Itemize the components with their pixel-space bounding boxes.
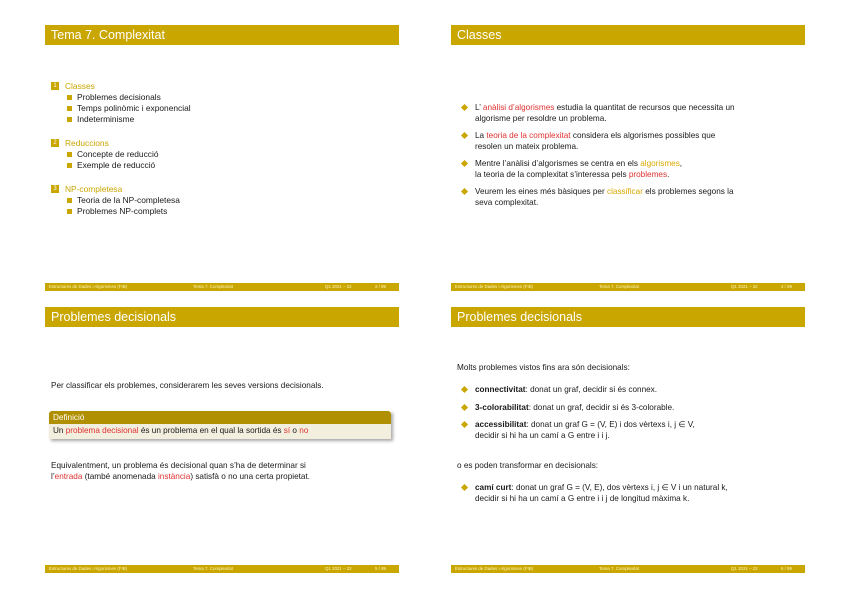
slide-decisional-definition [45, 307, 399, 576]
slide-footer [451, 283, 805, 291]
square-bullet-icon [67, 152, 72, 157]
subsection-label: Problemes decisionals [77, 92, 161, 102]
list-item: camí curt: donat un graf G = (V, E), dos vèrtexs i, j ∈ V i un natural k, decidir si hi ha un camí a G entre i i j de longitud màxima k. [457, 483, 728, 504]
intro-text: Molts problemes vistos fins ara són decisionals: [457, 363, 630, 372]
footer-term: Q1 2021 – 22 [325, 566, 352, 571]
slide-toc [45, 25, 399, 294]
slide-footer [45, 565, 399, 573]
footer-term: Q1 2021 – 22 [731, 284, 758, 289]
slide-decisional-examples [451, 307, 805, 576]
diamond-bullet-icon [461, 403, 468, 410]
diamond-bullet-icon [461, 104, 468, 111]
definition-header: Definició [49, 411, 391, 424]
footer-course: Estructures de Dades i Algorismes (FIB) [49, 566, 128, 571]
footer-topic: Tema 7. Complexitat [193, 284, 234, 289]
square-bullet-icon [67, 106, 72, 111]
slide-footer [45, 283, 399, 291]
equivalence-text: Equivalentment, un problema és decisional quan s’ha de determinar si l’entrada (també anomenada instància) satisfà o no una certa propietat. [51, 461, 311, 481]
bullet-list [457, 483, 728, 511]
slide-title: Classes [451, 25, 805, 45]
list-item: connectivitat: donat un graf, decidir si és connex. [457, 385, 695, 396]
diamond-bullet-icon [461, 160, 468, 167]
highlight-term: anàlisi d’algorismes [482, 103, 555, 112]
section-title: Classes [65, 81, 95, 91]
section-number: 3 [51, 185, 59, 193]
definition-body: Un problema decisional és un problema en el qual la sortida és sí o no [49, 424, 391, 439]
square-bullet-icon [67, 209, 72, 214]
subsection-label: Temps polinòmic i exponencial [77, 103, 191, 113]
subsection-label: Concepte de reducció [77, 149, 159, 159]
slide-title: Problemes decisionals [45, 307, 399, 327]
footer-page: 6 / 89 [781, 566, 792, 571]
list-item: L’ anàlisi d’algorismes estudia la quantitat de recursos que necessita un algorisme per resoldre un problema. [457, 103, 735, 124]
list-item: Mentre l’anàlisi d’algorismes se centra en els algorismes, la teoria de la complexitat s’interessa pels problemes. [457, 159, 735, 180]
diamond-bullet-icon [461, 132, 468, 139]
square-bullet-icon [67, 117, 72, 122]
footer-term: Q1 2021 – 22 [731, 566, 758, 571]
subsection-label: Teoria de la NP-completesa [77, 195, 180, 205]
section-number: 2 [51, 139, 59, 147]
highlight-term: problemes [628, 169, 668, 179]
footer-page: 2 / 89 [375, 284, 386, 289]
list-item: La teoria de la complexitat considera els algorismes possibles que resolen un mateix problema. [457, 131, 735, 152]
slide-classes [451, 25, 805, 294]
list-item: Veurem les eines més bàsiques per classificar els problemes segons la seva complexitat. [457, 187, 735, 208]
highlight-term: algorismes [640, 159, 680, 168]
footer-term: Q1 2021 – 22 [325, 284, 352, 289]
subsection-label: Problemes NP-complets [77, 206, 168, 216]
list-item: 3-colorabilitat: donat un graf, decidir si és 3-colorable. [457, 403, 695, 414]
bullet-list [457, 103, 735, 215]
footer-topic: Tema 7. Complexitat [193, 566, 234, 571]
footer-course: Estructures de Dades i Algorismes (FIB) [49, 284, 128, 289]
footer-topic: Tema 7. Complexitat [599, 566, 640, 571]
highlight-term: classificar [606, 187, 643, 196]
diamond-bullet-icon [461, 421, 468, 428]
diamond-bullet-icon [461, 484, 468, 491]
highlight-term: teoria de la complexitat [486, 131, 571, 140]
footer-page: 4 / 89 [781, 284, 792, 289]
subsection-label: Exemple de reducció [77, 160, 156, 170]
slide-title: Tema 7. Complexitat [45, 25, 399, 45]
slide-title: Problemes decisionals [451, 307, 805, 327]
section-title: NP-completesa [65, 184, 123, 194]
diamond-bullet-icon [461, 188, 468, 195]
square-bullet-icon [67, 198, 72, 203]
section-number: 1 [51, 82, 59, 90]
subsection-label: Indeterminisme [77, 114, 135, 124]
intro-text: Per classificar els problemes, considerarem les seves versions decisionals. [51, 381, 324, 390]
square-bullet-icon [67, 163, 72, 168]
definition-block [49, 411, 391, 439]
bullet-list [457, 385, 695, 448]
footer-course: Estructures de Dades i Algorismes (FIB) [455, 284, 534, 289]
diamond-bullet-icon [461, 386, 468, 393]
square-bullet-icon [67, 95, 72, 100]
footer-page: 5 / 89 [375, 566, 386, 571]
slide-footer [451, 565, 805, 573]
footer-course: Estructures de Dades i Algorismes (FIB) [455, 566, 534, 571]
footer-topic: Tema 7. Complexitat [599, 284, 640, 289]
list-item: accessibilitat: donat un graf G = (V, E) i dos vèrtexs i, j ∈ V, decidir si hi ha un camí a G entre i i j. [457, 420, 695, 441]
transform-text: o es poden transformar en decisionals: [457, 461, 599, 470]
section-title: Reduccions [65, 138, 109, 148]
